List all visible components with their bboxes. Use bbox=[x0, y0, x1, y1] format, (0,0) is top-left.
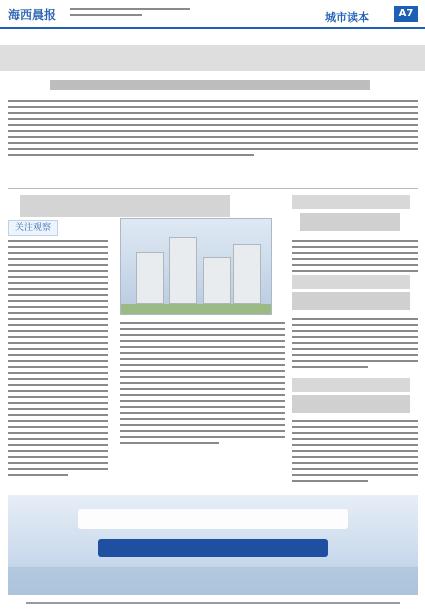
feature-body-2 bbox=[120, 322, 285, 448]
feature-headline bbox=[20, 195, 230, 217]
building-photo bbox=[120, 218, 272, 315]
right-body-3 bbox=[292, 420, 418, 486]
slogan-line-1 bbox=[78, 509, 348, 529]
lead-body bbox=[8, 100, 418, 160]
slogan-line-2 bbox=[98, 539, 328, 557]
header-rule bbox=[0, 27, 425, 29]
slogan-banner bbox=[8, 495, 418, 595]
section-name: 城市读本 bbox=[325, 11, 369, 24]
masthead: 海西晨报 bbox=[8, 8, 57, 22]
right-body-2 bbox=[292, 318, 418, 372]
feature-kicker: 关注观察 bbox=[8, 220, 58, 236]
page-footer bbox=[0, 599, 425, 607]
page-number: A7 bbox=[394, 6, 418, 22]
lead-headline bbox=[0, 45, 425, 71]
right-headline-3 bbox=[292, 378, 410, 392]
right-headline-2-main bbox=[292, 292, 410, 310]
lead-subheadline bbox=[50, 80, 370, 90]
right-headline-1-main bbox=[300, 213, 400, 231]
feature-body-1 bbox=[8, 240, 108, 480]
right-headline-2 bbox=[292, 275, 410, 289]
dateline bbox=[70, 8, 190, 18]
right-headline-3-main bbox=[292, 395, 410, 413]
right-headline-1 bbox=[292, 195, 410, 209]
section-divider bbox=[8, 188, 418, 189]
